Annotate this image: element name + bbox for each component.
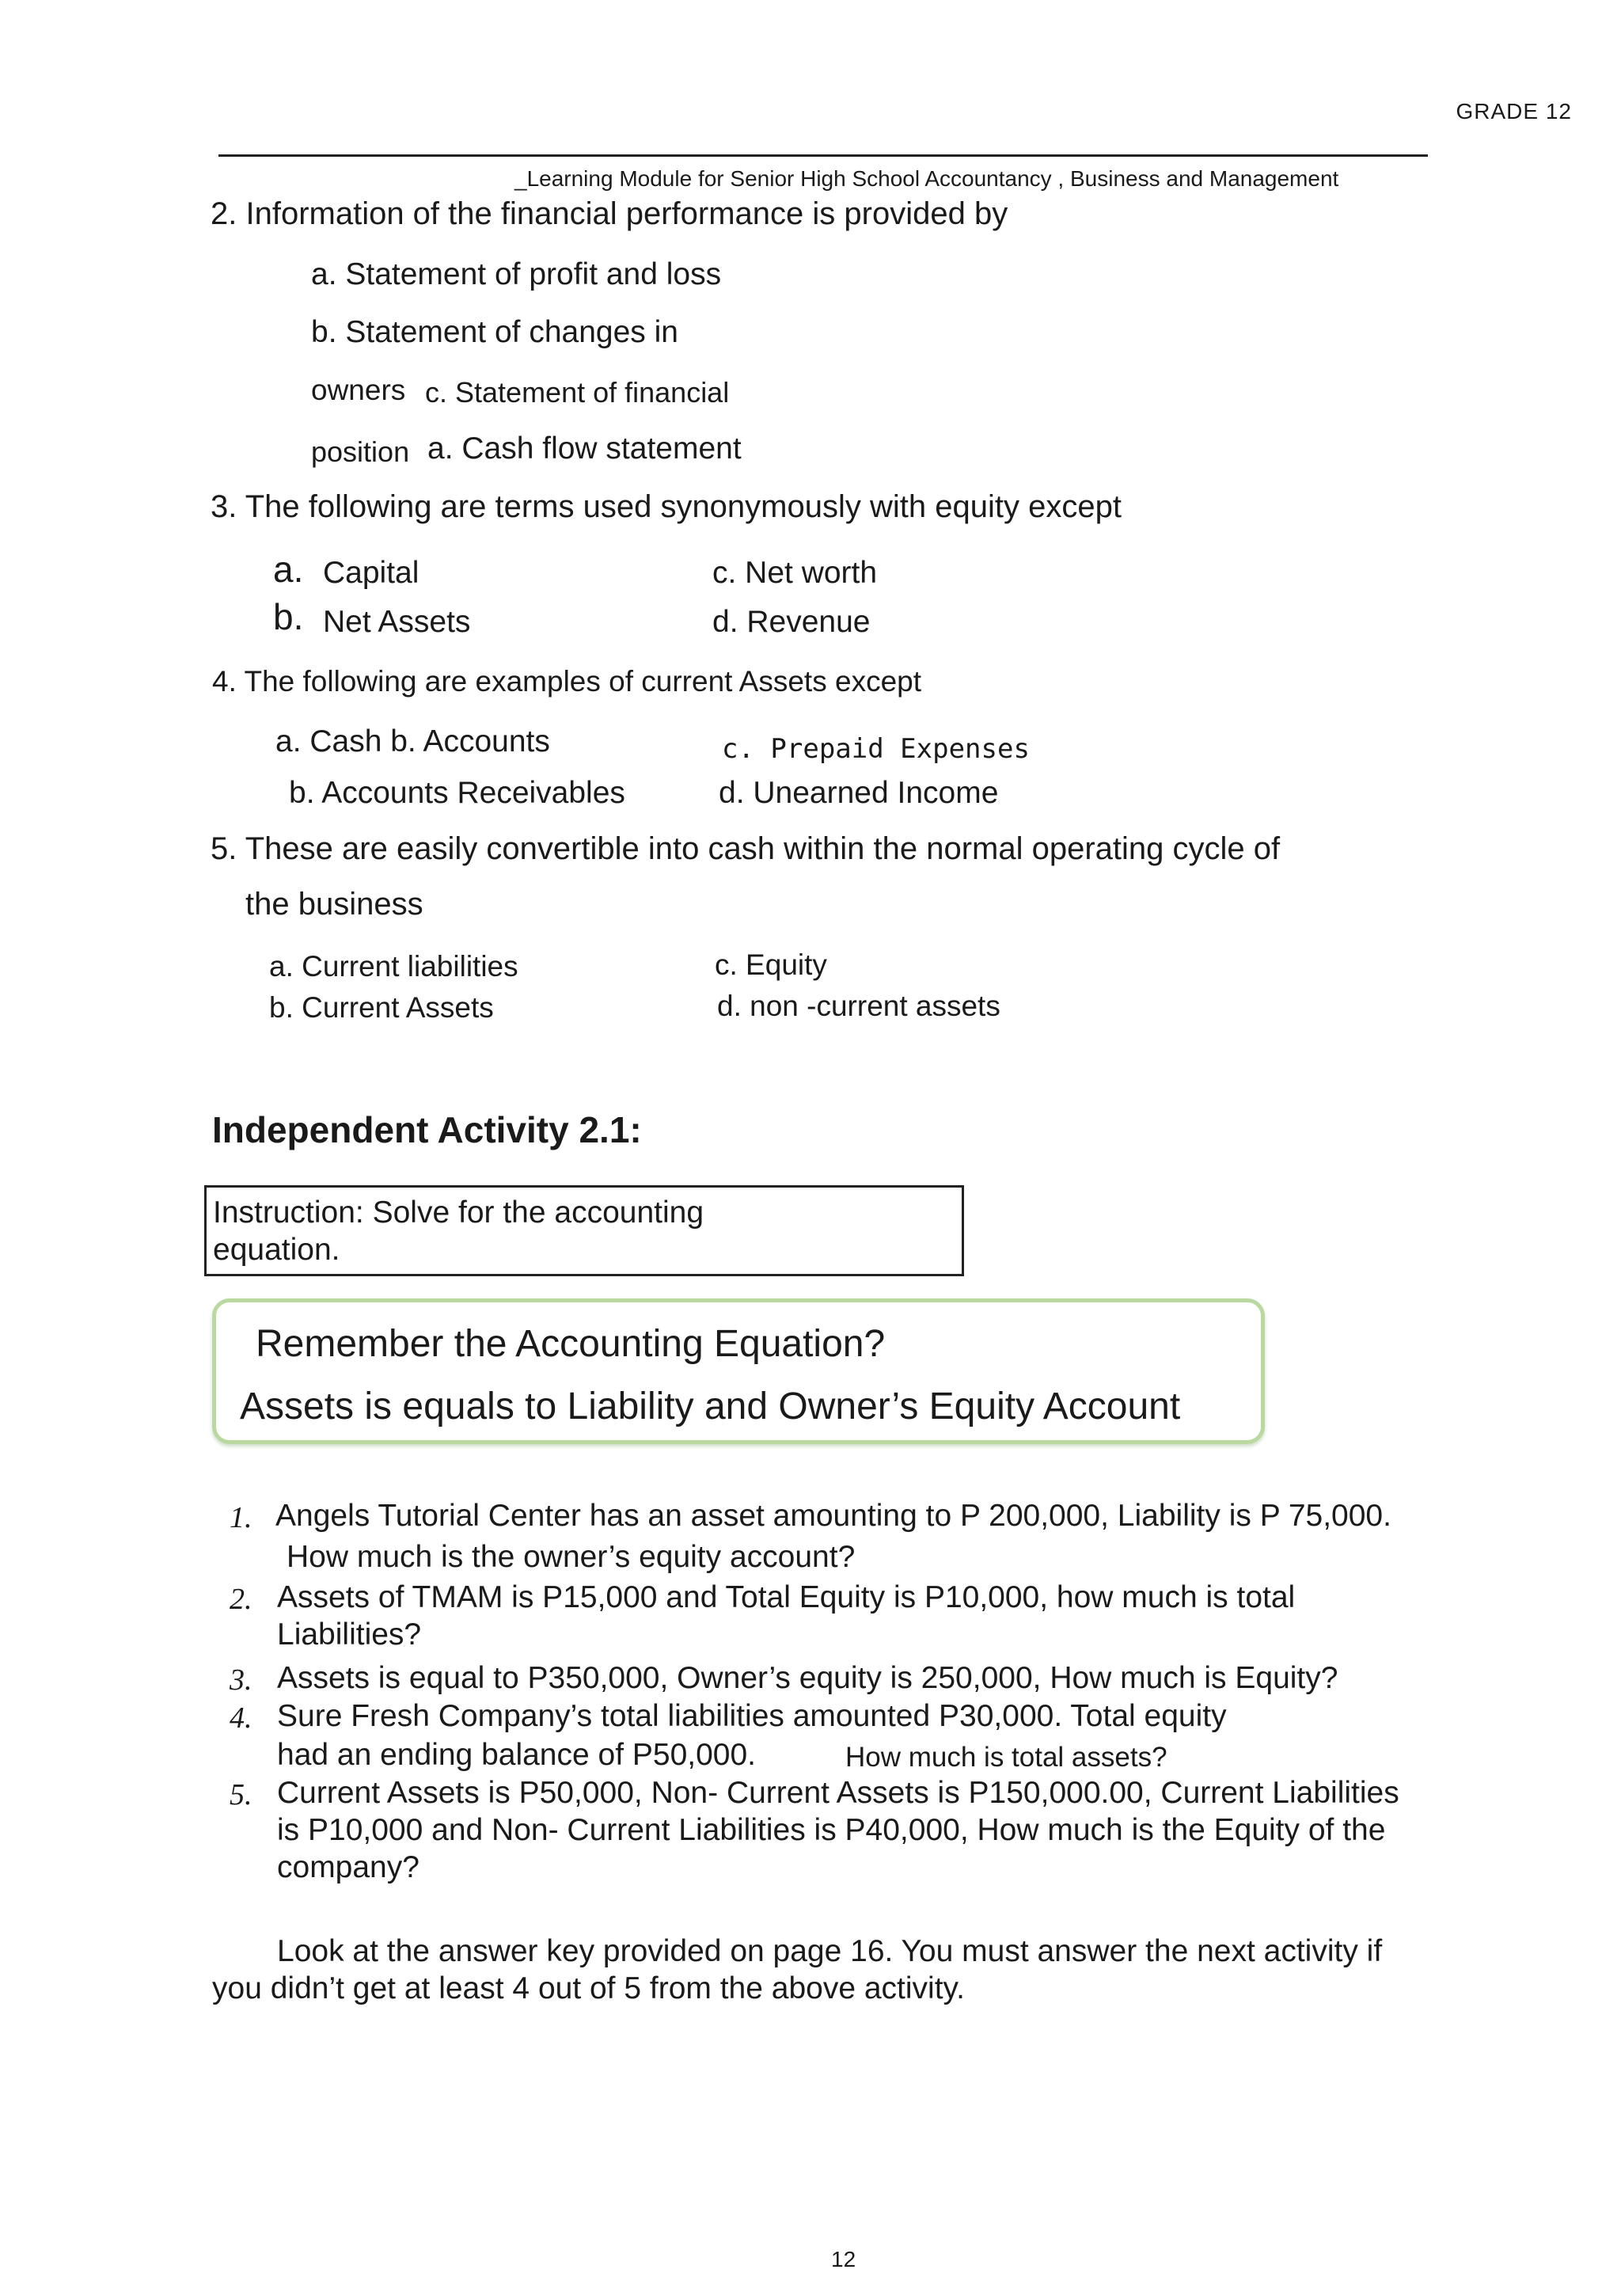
question-5-option-c: c. Equity (715, 948, 827, 981)
question-3-option-c: c. Net worth (712, 556, 878, 590)
remember-box (212, 1298, 1265, 1444)
problem-3-number: 3. (230, 1663, 252, 1697)
header-rule (218, 154, 1428, 157)
problem-5-line-2: is P10,000 and Non- Current Liabilities is P40,000, How much is the Equity of the (277, 1813, 1386, 1847)
question-5-option-b: b. Current Assets (269, 991, 494, 1024)
problem-4-line-3: How much is total assets? (845, 1742, 1167, 1773)
question-2-stem: 2. Information of the financial performance is provided by (211, 196, 1008, 231)
question-2-option-a: a. Statement of profit and loss (311, 257, 722, 291)
problem-4-line-2: had an ending balance of P50,000. (277, 1738, 757, 1772)
remember-line-2: Assets is equals to Liability and Owner’s Equity Account (240, 1386, 1181, 1427)
problem-3-line-1: Assets is equal to P350,000, Owner’s equity is 250,000, How much is Equity? (277, 1661, 1338, 1695)
problem-4-number: 4. (230, 1701, 252, 1735)
instruction-box (204, 1185, 964, 1276)
question-2-option-c: c. Statement of financial (425, 376, 730, 409)
question-2-option-d: a. Cash flow statement (427, 431, 742, 466)
question-3-option-b: Net Assets (323, 605, 471, 639)
question-4-stem: 4. The following are examples of current Assets except (212, 665, 922, 698)
closing-line-1: Look at the answer key provided on page 16. You must answer the next activity if (277, 1934, 1383, 1968)
instruction-line-1: Instruction: Solve for the accounting (213, 1196, 704, 1230)
question-3-stem: 3. The following are terms used synonymously with equity except (211, 489, 1122, 524)
question-3-option-a: Capital (323, 556, 419, 590)
question-3-option-d: d. Revenue (712, 605, 871, 639)
question-4-option-b: b. Accounts Receivables (289, 776, 625, 810)
grade-label: GRADE 12 (1456, 99, 1572, 124)
problem-2-number: 2. (230, 1583, 252, 1616)
problem-5-number: 5. (230, 1778, 252, 1811)
question-3-letter-b: b. (273, 596, 304, 637)
question-4-option-c: c. Prepaid Expenses (722, 733, 1030, 765)
question-3-letter-a: a. (273, 549, 304, 590)
question-2-owners: owners (311, 374, 406, 406)
question-5-stem-continued: the business (245, 887, 423, 922)
page-number: 12 (831, 2247, 856, 2271)
question-2-option-b: b. Statement of changes in (311, 315, 678, 349)
question-4-option-a: a. Cash b. Accounts (275, 724, 550, 758)
question-2-position: position (311, 435, 410, 468)
instruction-line-2: equation. (213, 1233, 340, 1267)
question-5-option-a: a. Current liabilities (269, 950, 518, 983)
problem-1-line-1: Angels Tutorial Center has an asset amounting to P 200,000, Liability is P 75,000. (275, 1499, 1391, 1533)
problem-2-line-2: Liabilities? (277, 1617, 422, 1652)
problem-5-line-1: Current Assets is P50,000, Non- Current Assets is P150,000.00, Current Liabilities (277, 1776, 1399, 1810)
module-title: _Learning Module for Senior High School Accountancy , Business and Management (514, 166, 1339, 191)
problem-5-line-3: company? (277, 1850, 419, 1884)
closing-line-2: you didn’t get at least 4 out of 5 from the above activity. (212, 1971, 965, 2005)
problem-1-line-2: How much is the owner’s equity account? (287, 1540, 856, 1574)
problem-1-number: 1. (230, 1501, 252, 1534)
problem-4-line-1: Sure Fresh Company’s total liabilities amounted P30,000. Total equity (277, 1699, 1227, 1733)
activity-heading: Independent Activity 2.1: (212, 1109, 642, 1150)
question-4-option-d: d. Unearned Income (719, 776, 999, 810)
question-5-stem: 5. These are easily convertible into cash within the normal operating cycle of (211, 831, 1281, 866)
problem-2-line-1: Assets of TMAM is P15,000 and Total Equity is P10,000, how much is total (277, 1580, 1296, 1614)
remember-line-1: Remember the Accounting Equation? (256, 1323, 886, 1365)
question-5-option-d: d. non -current assets (717, 990, 1000, 1022)
